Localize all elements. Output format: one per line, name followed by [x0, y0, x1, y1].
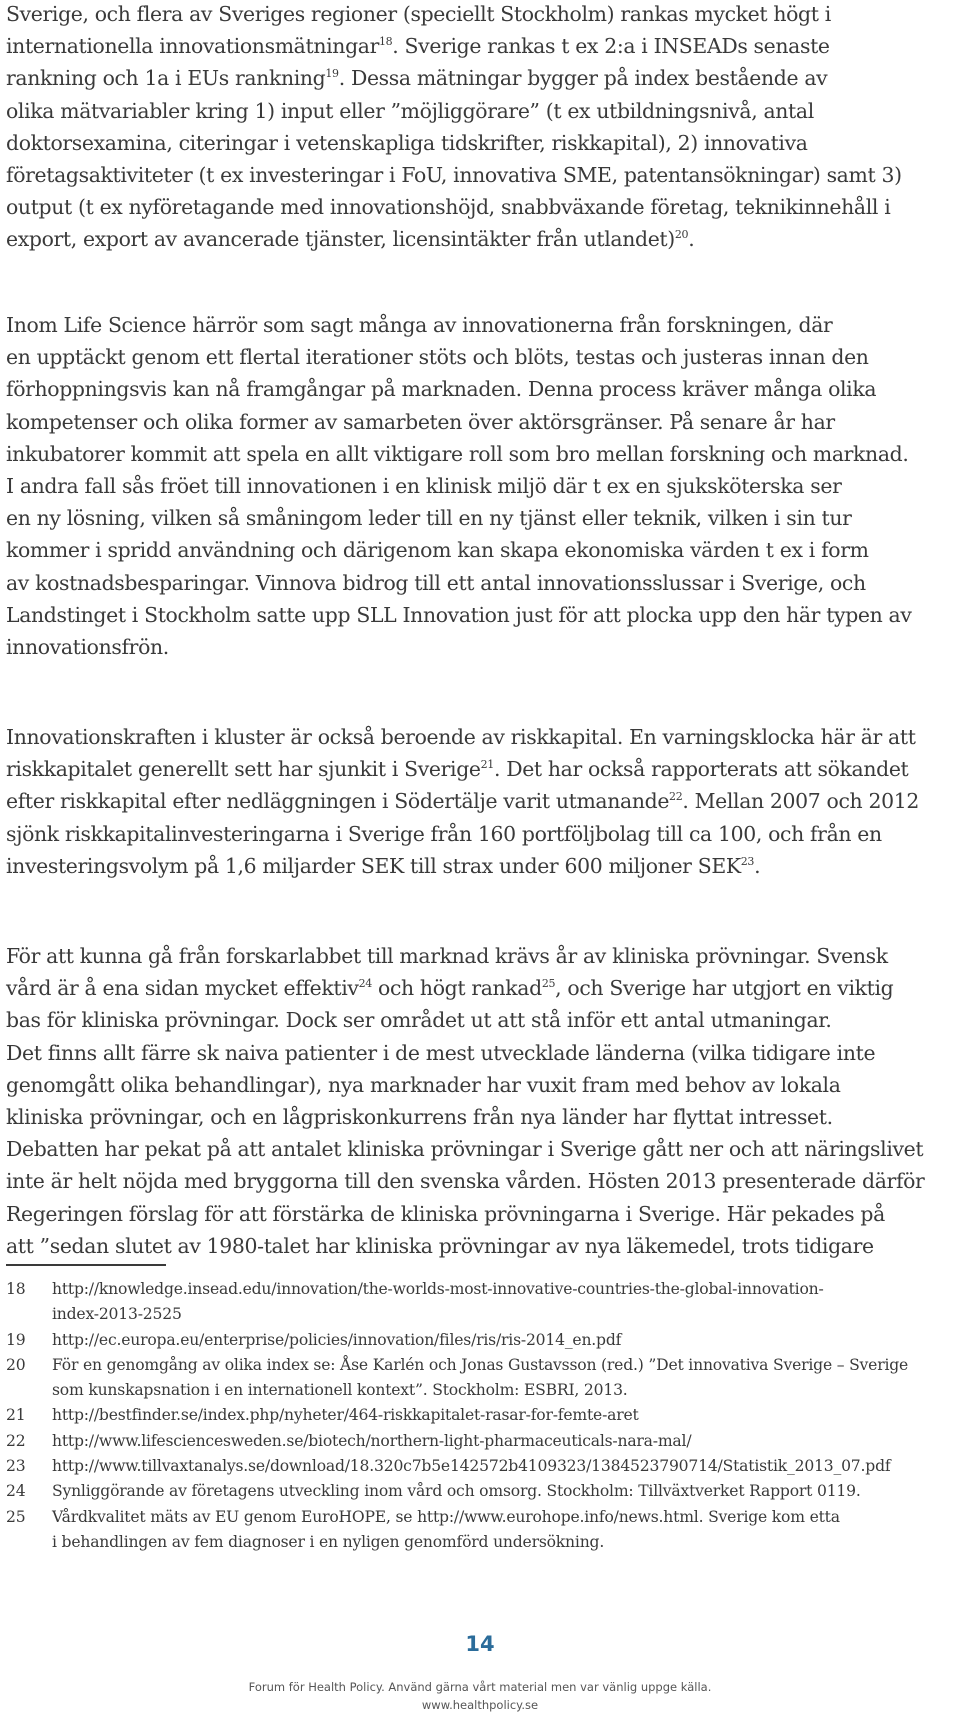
- footnote-item: [6, 1328, 954, 1353]
- text-run: olika mätvariabler kring 1) input eller ”möjliggörare” (t ex utbildningsnivå, antal: [6, 98, 814, 123]
- footnote-number: 23: [6, 1457, 26, 1476]
- text-run: kommer i spridd användning och därigenom kan skapa ekonomiska värden t ex i form: [6, 538, 869, 563]
- text-run: kliniska prövningar, och en lågpriskonkurrens från nya länder har flyttat intresset.: [6, 1105, 833, 1130]
- page-footer: [0, 1678, 960, 1714]
- text-line: [6, 1198, 954, 1230]
- text-line: [6, 599, 954, 631]
- footnote-reference[interactable]: 21: [480, 758, 494, 772]
- footnote-number: 19: [6, 1330, 26, 1349]
- text-line: [6, 127, 954, 159]
- footnote-line[interactable]: http://ec.europa.eu/enterprise/policies/innovation/files/ris/ris-2014_en.pdf: [52, 1330, 622, 1349]
- footnote-divider: [6, 1264, 166, 1266]
- text-run: företagsaktiviteter (t ex investeringar i FoU, innovativa SME, patentansökningar) samt 3): [6, 163, 902, 188]
- footnote-line[interactable]: http://bestfinder.se/index.php/nyheter/464-riskkapitalet-rasar-for-femte-aret: [52, 1406, 639, 1425]
- text-run: Debatten har pekat på att antalet kliniska prövningar i Sverige gått ner och att näringslivet: [6, 1137, 924, 1162]
- text-line: [6, 567, 954, 599]
- text-run: Innovationskraften i kluster är också beroende av riskkapital. En varningsklocka här är att: [6, 725, 916, 749]
- text-run: en upptäckt genom ett flertal iterationer stöts och blöts, testas och justeras innan den: [6, 345, 869, 370]
- footnote-text: [52, 1403, 954, 1428]
- text-line: [6, 159, 954, 191]
- text-line: [6, 0, 954, 30]
- footnote-reference[interactable]: 22: [669, 790, 683, 804]
- text-run: Inom Life Science härrör som sagt många av innovationerna från forskningen, där: [6, 313, 833, 337]
- text-run: inkubatorer kommit att spela en allt viktigare roll som bro mellan forskning och marknad.: [6, 441, 909, 466]
- paragraph-2: [6, 309, 954, 663]
- text-line: [6, 850, 954, 882]
- footnote-line: Synliggörande av företagens utveckling inom vård och omsorg. Stockholm: Tillväxtverket Rapport 0119.: [52, 1482, 861, 1501]
- footnote-line: index-2013-2525: [52, 1305, 182, 1324]
- footnote-line: som kunskapsnation i en internationell kontext”. Stockholm: ESBRI, 2013.: [52, 1381, 628, 1400]
- text-run: av kostnadsbesparingar. Vinnova bidrog till ett antal innovationsslussar i Sverige, och: [6, 570, 866, 595]
- text-run: . Sverige rankas t ex 2:a i INSEADs senaste: [392, 34, 830, 59]
- footnote-item: [6, 1454, 954, 1479]
- text-run: .: [754, 853, 761, 878]
- text-line: [6, 940, 954, 972]
- footnote-number: 22: [6, 1431, 26, 1450]
- footnote-item: [6, 1505, 954, 1556]
- text-line: [6, 631, 954, 663]
- text-line: [6, 406, 954, 438]
- text-run: och högt rankad: [371, 976, 542, 1001]
- text-run: vård är å ena sidan mycket effektiv: [6, 976, 359, 1001]
- footnote-line: Vårdkvalitet mäts av EU genom EuroHOPE, se http://www.eurohope.info/news.html. Sverige kom etta: [52, 1507, 840, 1526]
- footnote-number: 20: [6, 1355, 26, 1374]
- footnote-text: [52, 1454, 954, 1479]
- text-line: [6, 502, 954, 534]
- text-line: [6, 785, 954, 817]
- text-run: rankning och 1a i EUs rankning: [6, 66, 326, 91]
- footnote-line[interactable]: http://www.lifesciencesweden.se/biotech/northern-light-pharmaceuticals-nara-mal/: [52, 1431, 692, 1450]
- text-line: [6, 470, 954, 502]
- footnote-reference[interactable]: 23: [740, 854, 755, 868]
- footnote-number: 24: [6, 1482, 26, 1501]
- footnote-item: [6, 1353, 954, 1404]
- text-line: [6, 1101, 954, 1133]
- footnote-reference[interactable]: 25: [541, 977, 556, 991]
- text-line: [6, 95, 954, 127]
- text-run: Regeringen förslag för att förstärka de kliniska prövningarna i Sverige. Här pekades på: [6, 1201, 885, 1226]
- text-run: bas för kliniska prövningar. Dock ser området ut att stå inför ett antal utmaningar.: [6, 1008, 832, 1033]
- text-run: , och Sverige har utgjort en viktig: [555, 976, 894, 1001]
- text-run: export, export av avancerade tjänster, licensintäkter från utlandet): [6, 227, 675, 252]
- footnote-text: [52, 1429, 954, 1454]
- text-run: . Det har också rapporterats att sökandet: [493, 757, 909, 782]
- paragraph-1: [6, 0, 954, 256]
- text-line: [6, 1037, 954, 1069]
- text-run: efter riskkapital efter nedläggningen i Södertälje varit utmanande: [6, 789, 670, 814]
- footnote-item: [6, 1403, 954, 1428]
- text-run: internationella innovationsmätningar: [6, 34, 379, 59]
- footnote-number: 25: [6, 1507, 26, 1526]
- text-line: [6, 534, 954, 566]
- text-line: [6, 1133, 954, 1165]
- text-line: [6, 1069, 954, 1101]
- footnote-reference[interactable]: 18: [378, 35, 393, 49]
- text-line: [6, 818, 954, 850]
- text-run: innovationsfrön.: [6, 635, 169, 660]
- footnote-item: [6, 1277, 954, 1328]
- page-number: 14: [465, 1632, 495, 1656]
- text-line: [6, 1004, 954, 1036]
- footnote-text: [52, 1505, 954, 1556]
- text-run: genomgått olika behandlingar), nya marknader har vuxit fram med behov av lokala: [6, 1072, 841, 1097]
- text-run: Sverige, och flera av Sveriges regioner (speciellt Stockholm) rankas mycket högt i: [6, 2, 831, 26]
- text-run: Landstinget i Stockholm satte upp SLL Innovation just för att plocka upp den här typen av: [6, 602, 912, 627]
- text-run: en ny lösning, vilken så småningom leder till en ny tjänst eller teknik, vilken i sin tur: [6, 506, 852, 531]
- footnote-text: [52, 1353, 954, 1404]
- footnote-text: [52, 1277, 954, 1328]
- text-run: . Mellan 2007 och 2012: [682, 789, 919, 814]
- text-run: inte är helt nöjda med bryggorna till den svenska vården. Hösten 2013 presenterade därför: [6, 1169, 925, 1194]
- text-line: [6, 309, 954, 341]
- text-line: [6, 30, 954, 62]
- text-line: [6, 373, 954, 405]
- text-run: doktorsexamina, citeringar i vetenskapliga tidskrifter, riskkapital), 2) innovativa: [6, 130, 808, 155]
- footnotes: [6, 1277, 954, 1555]
- text-run: att ”sedan slutet av 1980-talet har kliniska prövningar av nya läkemedel, trots tidigare: [6, 1233, 874, 1258]
- footer-url: www.healthpolicy.se: [421, 1698, 539, 1712]
- text-line: [6, 1165, 954, 1197]
- footnote-line[interactable]: http://www.tillvaxtanalys.se/download/18.320c7b5e142572b4109323/1384523790714/Statistik_2013_07.pdf: [52, 1457, 891, 1476]
- footnote-number: 18: [6, 1280, 26, 1298]
- footnote-reference[interactable]: 19: [325, 67, 339, 81]
- footnote-item: [6, 1479, 954, 1504]
- paragraph-4: [6, 940, 954, 1262]
- footnote-number: 21: [6, 1406, 26, 1425]
- footnote-reference[interactable]: 20: [674, 228, 689, 242]
- paragraph-3: [6, 721, 954, 882]
- text-line: [6, 753, 954, 785]
- text-line: [6, 191, 954, 223]
- text-run: kompetenser och olika former av samarbeten över aktörsgränser. På senare år har: [6, 409, 835, 434]
- text-run: .: [688, 227, 695, 252]
- text-run: För att kunna gå från forskarlabbet till marknad krävs år av kliniska prövningar. Svensk: [6, 944, 888, 968]
- text-line: [6, 721, 954, 753]
- text-line: [6, 1230, 954, 1262]
- text-run: förhoppningsvis kan nå framgångar på marknaden. Denna process kräver många olika: [6, 377, 877, 402]
- text-run: sjönk riskkapitalinvesteringarna i Sverige från 160 portföljbolag till ca 100, och från en: [6, 821, 882, 846]
- text-run: riskkapitalet generellt sett har sjunkit i Sverige: [6, 757, 481, 782]
- text-run: I andra fall sås fröet till innovationen i en klinisk miljö där t ex en sjuksköterska ser: [6, 474, 842, 499]
- footnote-line: För en genomgång av olika index se: Åse Karlén och Jonas Gustavsson (red.) ”Det innovativa Sverige – Sverige: [52, 1355, 909, 1374]
- text-run: . Dessa mätningar bygger på index bestående av: [338, 66, 828, 91]
- text-line: [6, 62, 954, 94]
- text-line: [6, 438, 954, 470]
- footnote-text: [52, 1479, 954, 1504]
- footnote-item: [6, 1429, 954, 1454]
- footnote-line[interactable]: http://knowledge.insead.edu/innovation/the-worlds-most-innovative-countries-the-global-innovation-: [52, 1280, 824, 1298]
- footnote-text: [52, 1328, 954, 1353]
- footer-attribution: Forum för Health Policy. Använd gärna vårt material men var vänlig uppge källa.: [248, 1680, 712, 1694]
- text-run: Det finns allt färre sk naiva patienter i de mest utvecklade länderna (vilka tidigare inte: [6, 1040, 876, 1065]
- text-line: [6, 972, 954, 1004]
- text-run: output (t ex nyföretagande med innovationshöjd, snabbväxande företag, teknikinnehåll i: [6, 195, 891, 220]
- text-line: [6, 223, 954, 255]
- text-run: investeringsvolym på 1,6 miljarder SEK till strax under 600 miljoner SEK: [6, 853, 741, 878]
- footnote-line: i behandlingen av fem diagnoser i en nyligen genomförd undersökning.: [52, 1532, 605, 1551]
- text-line: [6, 341, 954, 373]
- footnote-reference[interactable]: 24: [358, 977, 372, 991]
